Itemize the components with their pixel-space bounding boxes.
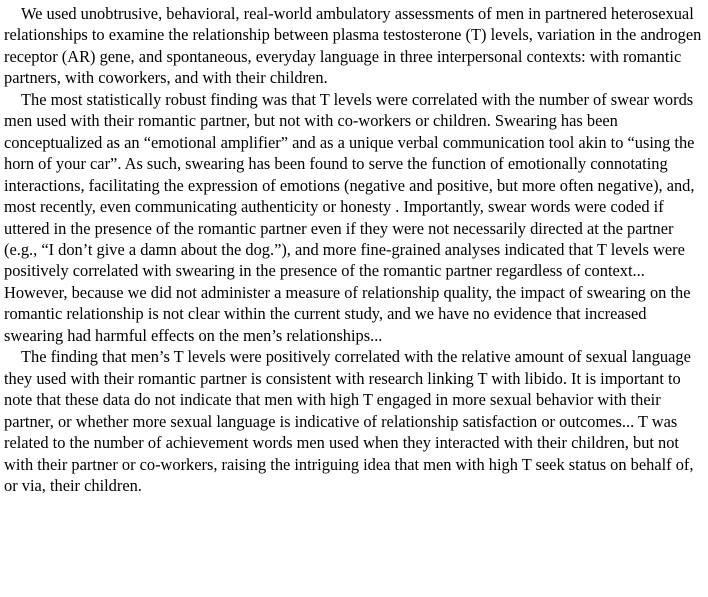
document-body — [4, 3, 707, 496]
paragraph-swearing-finding: The most statistically robust finding was that T levels were correlated with the number of swear words men used with their romantic partner, but not with co-workers or children. Swearing has been conceptualized as an “emotional amplifier” and as a unique verbal communication tool akin to “using the horn of your car”. As such, swearing has been found to serve the function of emotionally connotating interactions, facilitating the expression of emotions (negative and positive, but more often negative), and, most recently, even communicating authenticity or honesty . Importantly, swear words were coded if uttered in the presence of the romantic partner even if they were not necessarily directed at the partner (e.g., “I don’t give a damn about the dog.”), and more fine-grained analyses indicated that T levels were positively correlated with swearing in the presence of the romantic partner regardless of context... However, because we did not administer a measure of relationship quality, the impact of swearing on the romantic relationship is not clear within the current study, and we have no evidence that increased swearing had harmful effects on the men’s relationships... — [4, 89, 695, 345]
paragraph-sexual-language-finding: The finding that men’s T levels were positively correlated with the relative amount of sexual language they used with their romantic partner is consistent with research linking T with libido. It is important to note that these data do not indicate that men with high T engaged in more sexual behavior with their partner, or whether more sexual language is indicative of relationship satisfaction or outcomes... T was related to the number of achievement words men used when they interacted with their children, but not with their partner or co-workers, raising the intriguing idea that men with high T seek status on behalf of, or via, their children. — [4, 347, 694, 495]
paragraph-study-overview: We used unobtrusive, behavioral, real-world ambulatory assessments of men in partnered heterosexual relationships to examine the relationship between plasma testosterone (T) levels, variation in the androgen receptor (AR) gene, and spontaneous, everyday language in three interpersonal contexts: with romantic partners, with coworkers, and with their children. — [4, 4, 702, 88]
